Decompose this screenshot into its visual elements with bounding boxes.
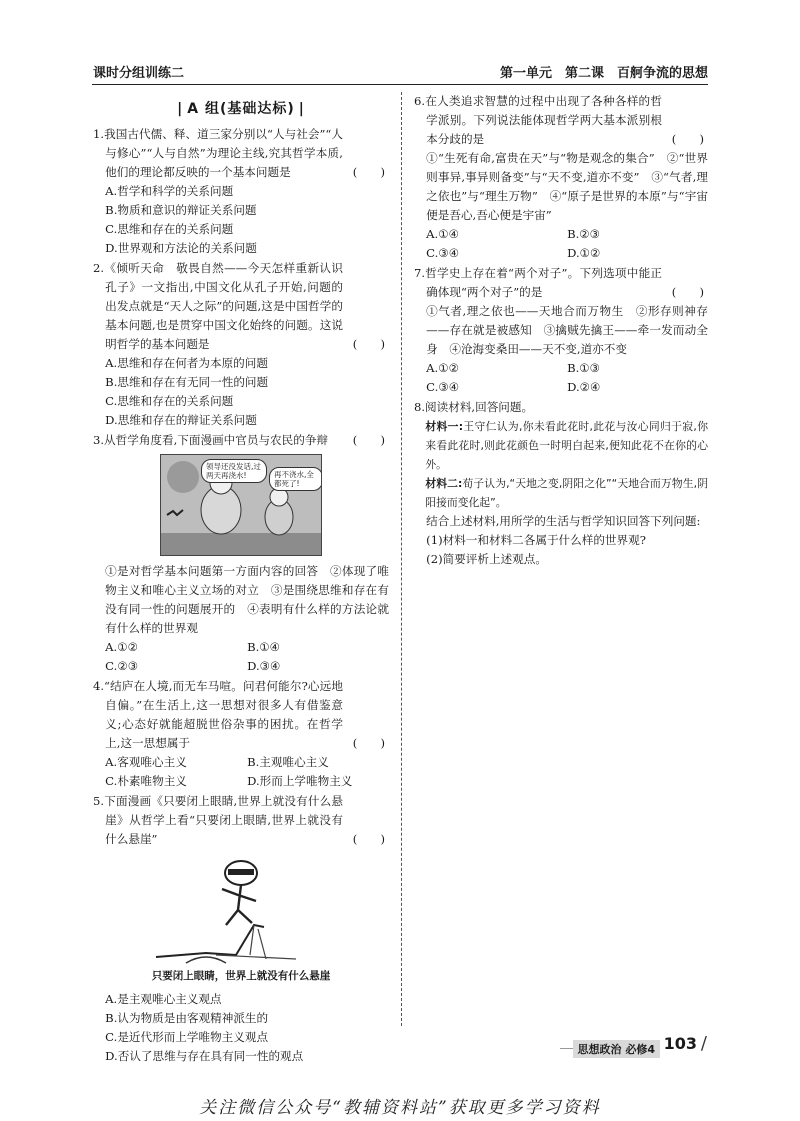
question-6-stem: 6.在人类追求智慧的过程中出现了各种各样的哲学派别。下列说法能体现哲学两大基本派别根本分歧的是: [414, 94, 662, 146]
speech-bubble-official: 领导还没发话,过两天再浇水!: [201, 459, 267, 483]
question-3-stem: 3.从哲学角度看,下面漫画中官员与农民的争辩: [93, 433, 329, 447]
question-8: [414, 398, 708, 569]
option: A.哲学和科学的关系问题: [105, 184, 234, 198]
sub-question-2: (2)简要评析上述观点。: [426, 552, 547, 566]
material-1-text: 王守仁认为,你未看此花时,此花与汝心同归于寂,你来看此花时,则此花颜色一时明白起来,便知此花不在你的心外。: [425, 420, 708, 471]
option: D.思维和存在的辩证关系问题: [105, 413, 257, 427]
watermark: 关注微信公众号“教辅资料站”获取更多学习资料: [199, 1098, 601, 1118]
option: D.形而上学唯物主义: [247, 774, 353, 788]
option: C.朴素唯物主义: [105, 774, 187, 788]
question-3-statements: ①是对哲学基本问题第一方面内容的回答 ②体现了唯物主义和唯心主义立场的对立 ③是围绕思维和存在有没有同一性的问题展开的 ④表明有什么样的方法论就有什么样的世界观: [105, 564, 389, 635]
option: C.②③: [105, 659, 139, 673]
right-column: [414, 92, 708, 570]
option: C.思维和存在的关系问题: [105, 394, 234, 408]
answer-paren: ( ): [352, 165, 385, 179]
option: B.认为物质是由客观精神派生的: [105, 1011, 269, 1025]
sub-question-1: (1)材料一和材料二各属于什么样的世界观?: [426, 533, 646, 547]
option: D.②④: [567, 380, 601, 394]
cartoon-cliff: [146, 855, 336, 965]
answer-paren: ( ): [352, 433, 385, 447]
header-right: 第一单元 第二课 百舸争流的思想: [499, 66, 708, 81]
question-8-stem: 8.阅读材料,回答问题。: [414, 400, 534, 414]
header-rule: [92, 84, 708, 85]
material-2: [414, 474, 708, 512]
material-1-label: 材料一:: [425, 420, 464, 433]
option: C.③④: [426, 246, 460, 260]
question-1-stem: 1.我国古代儒、释、道三家分别以“人与社会”“人与修心”“人与自然”为理论主线,究其哲学本质,他们的理论都反映的一个基本问题是: [93, 127, 343, 179]
material-1: [414, 417, 708, 474]
question-6-statements: ①“生死有命,富贵在天”与“物是观念的集合” ②“世界则事异,事异则备变”与“天不变,道亦不变” ③“气者,理之依也”与“理生万物” ④“原子是世界的本原”与“宇宙便是吾心,吾心便是宇宙”: [426, 151, 708, 222]
material-2-text: 荀子认为,“天地之变,阴阳之化”“天地合而万物生,阴阳接而变化起”。: [425, 477, 708, 509]
question-6: [414, 92, 708, 263]
group-title: | A 组(基础达标) |: [177, 101, 305, 117]
answer-paren: ( ): [352, 337, 385, 351]
answer-paren: ( ): [352, 832, 385, 846]
option: C.思维和存在的关系问题: [105, 222, 234, 236]
answer-paren: ( ): [671, 285, 704, 299]
question-7-statements: ①气者,理之依也——天地合而万物生 ②形存则神存——存在就是被感知 ③擒贼先擒王——牵一发而动全身 ④沧海变桑田——天不变,道亦不变: [426, 304, 708, 356]
option: D.①②: [567, 246, 601, 260]
question-3: [93, 431, 389, 676]
question-8-prompt: 结合上述材料,用所学的生活与哲学知识回答下列问题:: [426, 514, 701, 528]
question-2-stem: 2.《倾听天命 敬畏自然——今天怎样重新认识孔子》一文指出,中国文化从孔子开始,问题的出发点就是“天人之际”的问题,这是中国哲学的基本问题,也是贯穿中国文化始终的问题。这说明哲学的基本问题是: [93, 261, 343, 351]
question-2: [93, 259, 389, 430]
option: B.①③: [567, 361, 601, 375]
question-7: [414, 264, 708, 397]
option: B.②③: [567, 227, 601, 241]
cartoon-caption: 只要闭上眼睛，世界上就没有什么悬崖: [151, 970, 331, 982]
option: C.③④: [426, 380, 460, 394]
question-7-stem: 7.哲学史上存在着“两个对子”。下列选项中能正确体现“两个对子”的是: [414, 266, 662, 299]
question-5-stem: 5.下面漫画《只要闭上眼睛,世界上就没有什么悬崖》从哲学上看“只要闭上眼睛,世界上就没有什么悬崖”: [93, 794, 343, 846]
option: A.①④: [426, 227, 460, 241]
cartoon-official-farmer: [160, 454, 322, 556]
left-column: [93, 98, 389, 1067]
footer-subject: 思想政治 必修4: [573, 1040, 660, 1058]
option: D.否认了思维与存在具有同一性的观点: [105, 1049, 304, 1063]
cliff-drawing: [146, 855, 336, 965]
question-1: [93, 125, 389, 258]
option: B.物质和意识的辩证关系问题: [105, 203, 257, 217]
question-4: [93, 677, 389, 791]
answer-paren: ( ): [671, 132, 704, 146]
option: A.①②: [426, 361, 460, 375]
option: A.客观唯心主义: [105, 755, 187, 769]
option: C.是近代形而上学唯物主义观点: [105, 1030, 269, 1044]
column-divider: [401, 92, 402, 1026]
page-number: 103: [663, 1034, 697, 1053]
footer-slash-decoration: /: [700, 1033, 707, 1054]
material-2-label: 材料二:: [425, 477, 463, 490]
option: B.①④: [247, 640, 281, 654]
option: B.思维和存在有无同一性的问题: [105, 375, 269, 389]
option: B.主观唯心主义: [247, 755, 329, 769]
option: A.是主观唯心主义观点: [105, 992, 222, 1006]
option: A.思维和存在何者为本原的问题: [105, 356, 268, 370]
option: A.①②: [105, 640, 139, 654]
question-4-stem: 4.“结庐在人境,而无车马喧。问君何能尔?心远地自偏。”在生活上,这一思想对很多人有借鉴意义;心态好就能超脱世俗杂事的困扰。在哲学上,这一思想属于: [93, 679, 343, 750]
speech-bubble-farmer: 再不浇水,全都死了!: [269, 467, 322, 491]
question-5: [93, 792, 389, 1066]
header-left: 课时分组训练二: [93, 66, 185, 81]
option: D.世界观和方法论的关系问题: [105, 241, 257, 255]
answer-paren: ( ): [352, 736, 385, 750]
option: D.③④: [247, 659, 281, 673]
